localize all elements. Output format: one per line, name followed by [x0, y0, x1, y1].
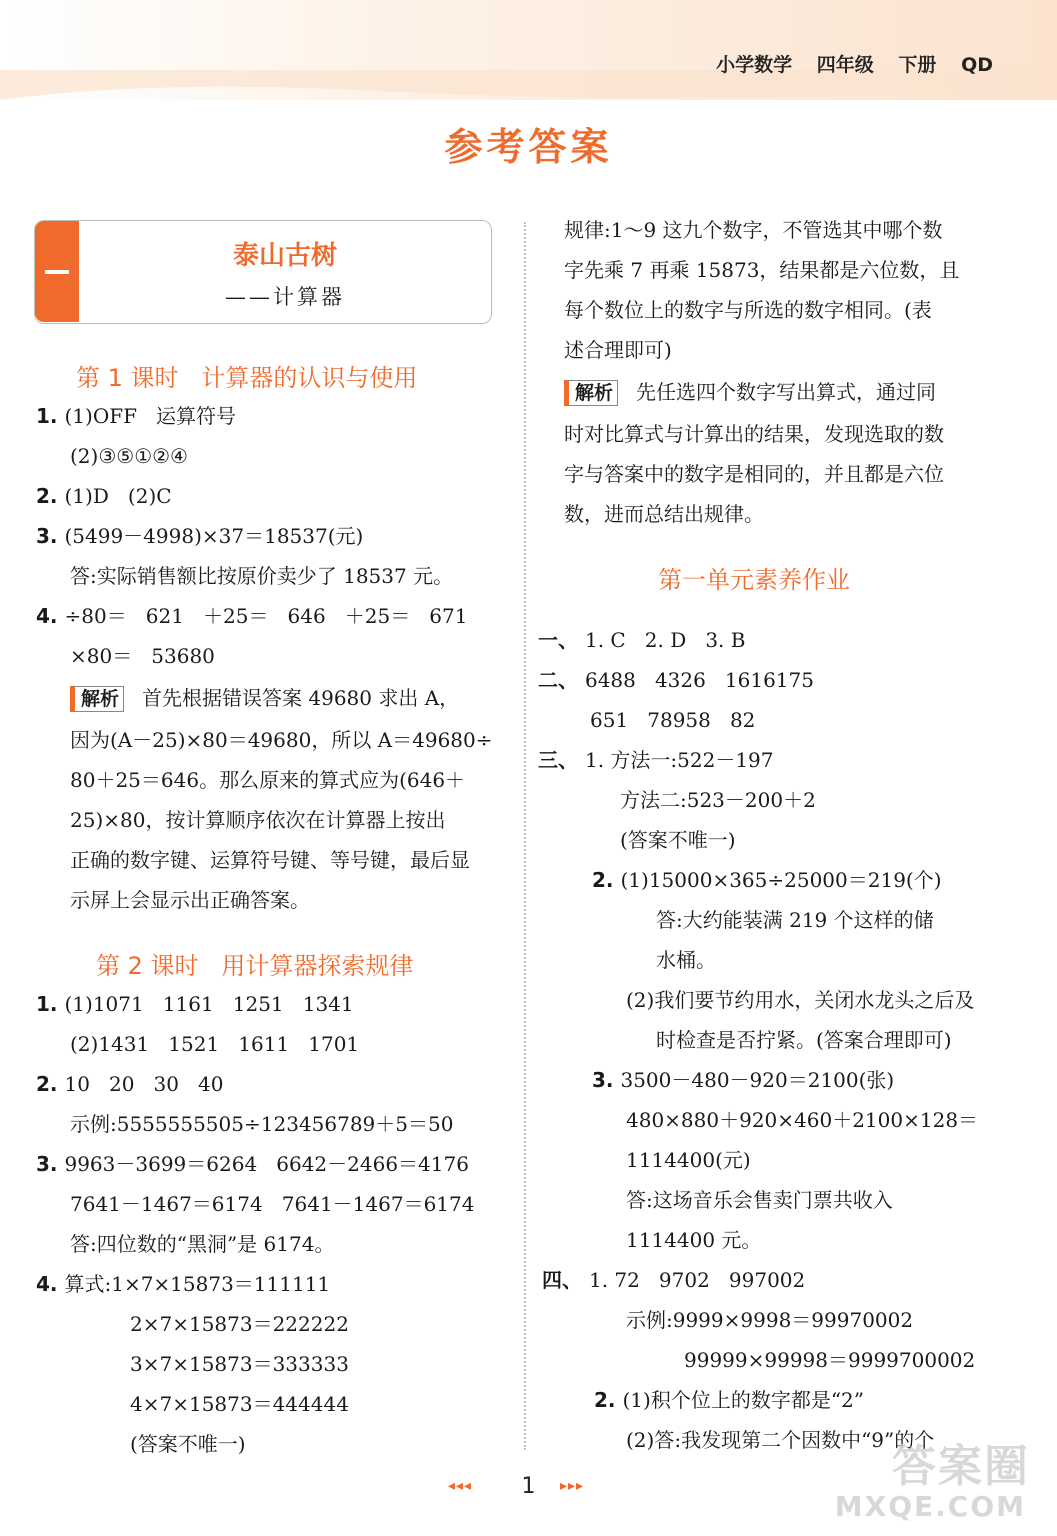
answer-text: 1. C 2. D 3. B: [584, 628, 746, 652]
answer-line: [626, 986, 974, 1014]
answer-line: [592, 866, 942, 894]
question-number: 一、: [538, 628, 585, 652]
answer-line: [36, 1270, 330, 1298]
unit-subtitle: ——计算器: [225, 285, 345, 309]
answer-line: [564, 216, 943, 244]
answer-line: [626, 1226, 761, 1254]
answer-text: (1)1071 1161 1251 1341: [64, 992, 354, 1016]
answer-text: (1)D (2)C: [64, 484, 172, 508]
next-arrows-icon: ▸▸▸: [560, 1478, 585, 1494]
answer-line: [70, 726, 493, 754]
answer-line: [36, 1070, 224, 1098]
answer-text: 字先乘 7 再乘 15873，结果都是六位数，且: [564, 258, 960, 282]
answer-line: [70, 1190, 474, 1218]
answer-line: [620, 826, 736, 854]
answer-line: [564, 256, 959, 284]
answer-line: [656, 1026, 952, 1054]
book-info: [698, 50, 993, 77]
answer-text: 字与答案中的数字是相同的，并且都是六位: [564, 462, 944, 486]
section-heading: 第 1 课时 计算器的认识与使用: [76, 364, 418, 392]
answer-text: 水桶。: [656, 948, 716, 972]
answer-line: [70, 846, 470, 874]
answer-line: [656, 946, 716, 974]
answer-text: (1)积个位上的数字都是“2”: [622, 1388, 864, 1412]
answer-line: [70, 886, 310, 914]
analysis-tag: 解析: [70, 686, 124, 712]
question-number: 二、: [538, 668, 585, 692]
answer-line: [538, 746, 774, 774]
answer-text: 规律:1～9 这九个数字，不管选其中哪个数: [564, 218, 943, 242]
answer-text: 10 20 30 40: [64, 1072, 224, 1096]
answer-text: 1114400(元): [626, 1148, 751, 1172]
answer-line: [70, 1110, 453, 1138]
question-number: 2.: [36, 484, 65, 508]
page-number: 1: [521, 1474, 536, 1499]
answer-text: 1114400 元。: [626, 1228, 762, 1252]
answer-line: [70, 442, 188, 470]
answer-line: [36, 482, 172, 510]
answer-text: 方法二:523－200＋2: [620, 788, 816, 812]
answer-text: (答案不唯一): [620, 828, 736, 852]
answer-line: [564, 460, 944, 488]
question-number: 4.: [36, 604, 65, 628]
answer-line: [564, 420, 944, 448]
book-volume: 下册: [898, 54, 937, 76]
answer-line: [130, 1430, 246, 1458]
question-number: 四、: [542, 1268, 589, 1292]
answer-text: 3500－480－920＝2100(张): [620, 1068, 895, 1092]
watermark-text: 答案圈: [892, 1441, 1030, 1492]
question-number: 2.: [592, 868, 621, 892]
answer-line: [564, 336, 672, 364]
answer-line: [626, 1106, 978, 1134]
answer-line: [130, 1350, 349, 1378]
unit-tab-marker: [35, 221, 79, 322]
answer-text: 时检查是否拧紧。(答案合理即可): [656, 1028, 952, 1052]
answer-line: [538, 626, 745, 654]
book-grade: 四年级: [816, 54, 874, 76]
question-number: 1.: [36, 992, 65, 1016]
answer-line: [620, 786, 816, 814]
answer-line: [564, 500, 764, 528]
answer-text: ÷80＝ 621 ＋25＝ 646 ＋25＝ 671: [64, 604, 468, 628]
answer-text: 述合理即可): [564, 338, 672, 362]
answer-line: [684, 1346, 975, 1374]
watermark-url: MXQE.COM: [834, 1490, 1026, 1523]
answer-text: 正确的数字键、运算符号键、等号键，最后显: [70, 848, 470, 872]
answer-line: [70, 806, 445, 834]
answer-text: 1. 72 9702 997002: [588, 1268, 806, 1292]
analysis-line: [70, 684, 459, 712]
answer-text: (2)答:我发现第二个因数中“9”的个: [626, 1428, 935, 1452]
answer-text: 6488 4326 1616175: [584, 668, 814, 692]
answer-line: [70, 1030, 359, 1058]
question-number: 3.: [592, 1068, 621, 1092]
answer-line: [626, 1186, 893, 1214]
watermark-logo: [820, 1430, 1040, 1530]
answer-line: [656, 906, 934, 934]
answer-line: [36, 402, 236, 430]
answer-text: 先任选四个数字写出算式，通过同: [636, 380, 937, 404]
answer-text: (答案不唯一): [130, 1432, 246, 1456]
question-number: 4.: [36, 1272, 65, 1296]
answer-text: (2)③⑤①②④: [70, 444, 188, 468]
answer-line: [36, 522, 363, 550]
answer-line: [36, 602, 467, 630]
answer-text: 7641－1467＝6174 7641－1467＝6174: [70, 1192, 475, 1216]
answer-line: [538, 666, 814, 694]
question-number: 2.: [36, 1072, 65, 1096]
answer-text: 480×880＋920×460＋2100×128＝: [626, 1108, 979, 1132]
answer-text: 示屏上会显示出正确答案。: [70, 888, 310, 912]
answer-line: [626, 1146, 751, 1174]
answer-line: [594, 1386, 864, 1414]
question-number: 3.: [36, 524, 65, 548]
answer-line: [70, 562, 453, 590]
answer-text: (1)OFF 运算符号: [64, 404, 237, 428]
answer-line: [36, 1150, 469, 1178]
book-subject: 小学数学: [716, 54, 793, 76]
answer-text: 示例:9999×9998＝99970002: [626, 1308, 914, 1332]
answer-text: 首先根据错误答案 49680 求出 A，: [142, 686, 460, 710]
answer-line: [70, 1230, 334, 1258]
unit-title: 泰山古树: [232, 241, 337, 271]
answer-text: 答:这场音乐会售卖门票共收入: [626, 1188, 893, 1212]
unit-header: [34, 220, 492, 324]
answer-text: 时对比算式与计算出的结果，发现选取的数: [564, 422, 944, 446]
answer-text: 4×7×15873＝444444: [130, 1392, 349, 1416]
answer-line: [70, 642, 215, 670]
answer-line: [590, 706, 755, 734]
answer-line: [130, 1390, 349, 1418]
analysis-tag: 解析: [564, 380, 618, 406]
answer-text: 25)×80，按计算顺序依次在计算器上按出: [70, 808, 446, 832]
analysis-line: [564, 378, 936, 406]
column-divider: [524, 222, 526, 1450]
answer-line: [36, 990, 354, 1018]
page-title: 参考答案: [444, 125, 613, 169]
answer-text: 80＋25＝646。那么原来的算式应为(646＋: [70, 768, 466, 792]
answer-text: 9963－3699＝6264 6642－2466＝4176: [64, 1152, 469, 1176]
answer-line: [592, 1066, 894, 1094]
answer-text: 答:大约能装满 219 个这样的储: [656, 908, 934, 932]
question-number: 三、: [538, 748, 585, 772]
answer-line: [542, 1266, 805, 1294]
answer-text: (2)我们要节约用水，关闭水龙头之后及: [626, 988, 975, 1012]
answer-text: 答:实际销售额比按原价卖少了 18537 元。: [70, 564, 454, 588]
prev-arrows-icon: ◂◂◂: [448, 1478, 473, 1494]
header-wave: [0, 70, 1057, 120]
question-number: 3.: [36, 1152, 65, 1176]
section-heading: 第一单元素养作业: [658, 566, 850, 594]
book-edition: QD: [961, 54, 993, 76]
answer-text: 因为(A－25)×80＝49680，所以 A＝49680÷: [70, 728, 493, 752]
answer-line: [564, 296, 932, 324]
answer-text: 答:四位数的“黑洞”是 6174。: [70, 1232, 335, 1256]
answer-text: (1)15000×365÷25000＝219(个): [620, 868, 942, 892]
answer-text: 3×7×15873＝333333: [130, 1352, 349, 1376]
question-number: 2.: [594, 1388, 623, 1412]
answer-line: [130, 1310, 349, 1338]
answer-text: 1. 方法一:522－197: [584, 748, 774, 772]
answer-text: 99999×99998＝9999700002: [684, 1348, 976, 1372]
section-heading: 第 2 课时 用计算器探索规律: [96, 952, 414, 980]
answer-line: [626, 1306, 913, 1334]
answer-text: (5499－4998)×37＝18537(元): [64, 524, 364, 548]
answer-text: 示例:5555555505÷123456789＋5＝50: [70, 1112, 454, 1136]
answer-text: 651 78958 82: [590, 708, 756, 732]
answer-text: (2)1431 1521 1611 1701: [70, 1032, 360, 1056]
answer-text: 算式:1×7×15873＝111111: [64, 1272, 331, 1296]
answer-text: 每个数位上的数字与所选的数字相同。(表: [564, 298, 932, 322]
answer-line: [70, 766, 465, 794]
answer-text: 数，进而总结出规律。: [564, 502, 764, 526]
question-number: 1.: [36, 404, 65, 428]
answer-text: 2×7×15873＝222222: [130, 1312, 349, 1336]
answer-text: ×80＝ 53680: [70, 644, 215, 668]
